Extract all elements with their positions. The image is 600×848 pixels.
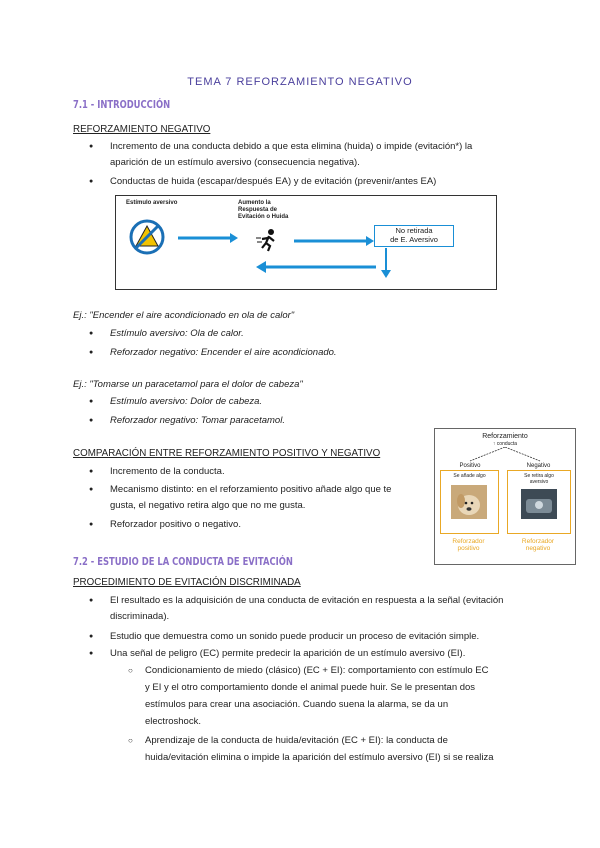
fear-conditioning-line3: estímulos para crear una asociación. Cuando suena la alarma, se da un [145,699,449,710]
no-removal-line1: No retirada [395,226,433,235]
comparison-bullet2-line1: Mecanismo distinto: en el reforzamiento positivo añade algo que te [110,484,392,495]
section-heading-intro: 7.1 - INTRODUCCIÓN [73,99,171,111]
arrow-right-icon [178,233,238,243]
reinforcement-comparison-diagram [434,428,576,565]
comparison-bullet2-line2: gusta, el negativo retira algo que no me gusta. [110,500,306,511]
subheading-negative-reinforcement: REFORZAMIENTO NEGATIVO [73,124,211,135]
comparison-bullet3: ● Reforzador positivo o negativo. [110,517,430,533]
response-label-line3: Evitación o Huida [238,214,289,220]
negative-reinforcer-line1: Reforzador [521,538,555,545]
avoidance-bullet1-line1: El resultado es la adquisición de una conducta de evitación en respuesta a la señal (evitación [110,595,504,606]
car-photo [521,489,557,519]
negative-small-line1: Se retira algo [524,473,554,479]
shock-warning-icon [128,218,166,256]
subheading-discriminated-avoidance: PROCEDIMIENTO DE EVITACIÓN DISCRIMINADA [73,577,301,588]
diagram2-branches [435,447,575,463]
example2-item1: ● Estímulo aversivo: Dolor de cabeza. [110,394,262,410]
fear-conditioning-item [145,662,527,730]
stimulus-label: Estímulo aversivo [126,200,178,206]
avoidance-bullet3: ● Una señal de peligro (EC) permite predecir la aparición de un estímulo aversivo (EI). [110,646,525,662]
arrow-down-icon [381,248,391,278]
example1-item1: ● Estímulo aversivo: Ola de calor. [110,326,244,342]
escape-learning-item [145,732,527,766]
positive-box [440,470,499,534]
no-removal-line2: de E. Aversivo [390,235,438,244]
negative-reinforcer-line2: negativo [525,545,551,552]
positive-reinforcer-line1: Reforzador [452,538,485,545]
bullet-behaviors: ● Conductas de huida (escapar/después EA) y de evitación (prevenir/antes EA) [110,174,525,190]
avoidance-bullet2: ● Estudio que demuestra como un sonido puede producir un proceso de evitación simple. [110,629,525,645]
positive-reinforcer-line2: positivo [457,545,480,552]
response-label [238,200,288,221]
example2-title: Ej.: "Tomarse un paracetamol para el dolor de cabeza" [73,379,303,390]
comparison-bullet1: ● Incremento de la conducta. [110,464,430,480]
avoidance-diagram [115,195,497,290]
subheading-comparison: COMPARACIÓN ENTRE REFORZAMIENTO POSITIVO Y NEGATIVO [73,448,381,459]
fear-conditioning-line4: electroshock. [145,716,201,727]
arrow-right-icon [294,236,374,246]
no-removal-box [374,225,454,247]
bullet-definition-line2: aparición de un estímulo aversivo (consecuencia negativa). [110,157,360,168]
positive-small: Se añade algo [453,473,486,479]
fear-conditioning-line2: y EI y el otro comportamiento donde el animal puede huir. Se le presentan dos [145,682,476,693]
dog-photo [451,485,487,519]
running-person-icon [256,228,280,252]
negative-reinforcer [507,538,569,552]
positive-label: Positivo [459,463,481,469]
arrow-left-icon [256,261,376,273]
negative-label: Negativo [526,463,551,469]
section-heading-avoidance: 7.2 - ESTUDIO DE LA CONDUCTA DE EVITACIÓN [73,556,293,568]
avoidance-bullet1-line2: discriminada). [110,611,170,622]
example2-item2: ● Reforzador negativo: Tomar paracetamol. [110,413,285,429]
negative-small-line2: aversivo [529,479,549,485]
bullet-definition-line1: Incremento de una conducta debido a que esta elimina (huida) o impide (evitación*) la [110,141,473,152]
fear-conditioning-line1: Condicionamiento de miedo (clásico) (EC + EI): comportamiento con estímulo EC [145,665,489,676]
diagram2-title: Reforzamiento [482,433,528,440]
page-title: TEMA 7 REFORZAMIENTO NEGATIVO [187,76,413,88]
example1-item2: ● Reforzador negativo: Encender el aire acondicionado. [110,345,337,361]
diagram2-subtitle: ↑ conducta [492,441,518,447]
response-label-line2: Respuesta de [238,207,278,213]
escape-learning-line2: huida/evitación elimina o impide la aparición del estímulo aversivo (EI) si se realiza [145,752,494,763]
response-label-line1: Aumento la [238,200,271,206]
example1-title: Ej.: "Encender el aire acondicionado en ola de calor" [73,310,295,321]
escape-learning-line1: Aprendizaje de la conducta de huida/evitación (EC + EI): la conducta de [145,735,448,746]
negative-small [508,473,570,485]
avoidance-bullet1 [110,593,525,625]
positive-reinforcer [440,538,497,552]
bullet-definition [110,139,525,171]
comparison-bullet2 [110,482,428,514]
negative-box [507,470,571,534]
